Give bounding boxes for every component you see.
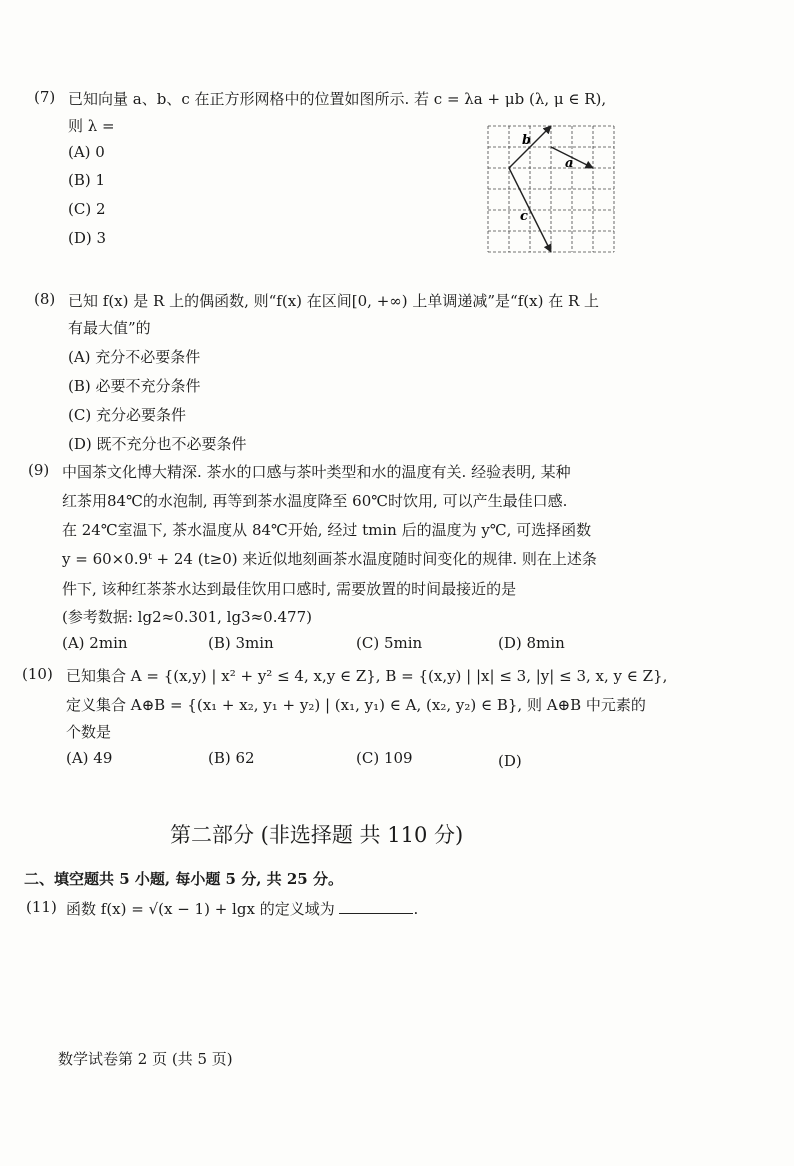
part2-title: 第二部分 (非选择题 共 110 分) bbox=[170, 823, 464, 847]
q7-option-b: (B) 1 bbox=[68, 171, 106, 189]
vector-grid-figure bbox=[486, 124, 622, 264]
q9-line-2: 红茶用84℃的水泡制, 再等到茶水温度降至 60℃时饮用, 可以产生最佳口感. bbox=[62, 492, 568, 510]
q10-option-a: (A) 49 bbox=[66, 749, 113, 767]
q10-line-3: 个数是 bbox=[66, 723, 112, 741]
q9-number: (9) bbox=[28, 461, 50, 479]
q11-period: . bbox=[413, 900, 419, 918]
vector-grid-svg bbox=[486, 124, 622, 260]
q10-line-2: 定义集合 A⊕B = {(x₁ + x₂, y₁ + y₂) | (x₁, y₁) ∈ A, (x₂, y₂) ∈ B}, 则 A⊕B 中元素的 bbox=[66, 696, 646, 714]
q9-line-1: 中国茶文化博大精深. 茶水的口感与茶叶类型和水的温度有关. 经验表明, 某种 bbox=[62, 463, 571, 481]
q8-option-c: (C) 充分必要条件 bbox=[68, 406, 186, 424]
q7-option-d: (D) 3 bbox=[68, 229, 107, 247]
q10-option-d: (D) bbox=[498, 752, 522, 770]
grid-lines bbox=[488, 126, 614, 252]
q10-option-b: (B) 62 bbox=[208, 749, 255, 767]
q8-option-d: (D) 既不充分也不必要条件 bbox=[68, 435, 247, 453]
q9-line-3: 在 24℃室温下, 茶水温度从 84℃开始, 经过 tmin 后的温度为 y℃, 可选择函数 bbox=[62, 521, 592, 539]
vector-a-label: a bbox=[565, 156, 574, 171]
q7-option-a: (A) 0 bbox=[68, 143, 105, 161]
q11-number: (11) bbox=[26, 898, 57, 916]
q8-number: (8) bbox=[34, 290, 56, 308]
q10-number: (10) bbox=[22, 665, 53, 683]
q9-line-4: y = 60×0.9ᵗ + 24 (t≥0) 来近似地刻画茶水温度随时间变化的规律. 则在上述条 bbox=[62, 550, 597, 568]
q10-line-1: 已知集合 A = {(x,y) | x² + y² ≤ 4, x,y ∈ Z}, B = {(x,y) | |x| ≤ 3, |y| ≤ 3, x, y ∈ Z}, bbox=[66, 667, 668, 685]
q11-stem-line bbox=[66, 898, 418, 919]
q8-option-a: (A) 充分不必要条件 bbox=[68, 348, 201, 366]
q9-line-5: 件下, 该种红茶茶水达到最佳饮用口感时, 需要放置的时间最接近的是 bbox=[62, 580, 517, 598]
q7-number: (7) bbox=[34, 88, 56, 106]
q8-stem-line2: 有最大值”的 bbox=[68, 319, 151, 337]
q9-option-d: (D) 8min bbox=[498, 634, 565, 652]
q8-stem: 已知 f(x) 是 R 上的偶函数, 则“f(x) 在区间[0, +∞) 上单调递减”是“f(x) 在 R 上 bbox=[68, 292, 600, 310]
q9-option-a: (A) 2min bbox=[62, 634, 128, 652]
q9-option-b: (B) 3min bbox=[208, 634, 274, 652]
fill-blank-heading: 二、填空题共 5 小题, 每小题 5 分, 共 25 分。 bbox=[24, 870, 343, 888]
q9-line-6: (参考数据: lg2≈0.301, lg3≈0.477) bbox=[62, 608, 312, 626]
vector-b-label: b bbox=[522, 133, 532, 148]
q11-stem: 函数 f(x) = √(x − 1) + lgx 的定义域为 bbox=[66, 900, 335, 918]
vector-c-label: c bbox=[520, 209, 528, 224]
q9-option-c: (C) 5min bbox=[356, 634, 423, 652]
page-footer: 数学试卷第 2 页 (共 5 页) bbox=[58, 1050, 233, 1068]
q7-stem: 已知向量 a、b、c 在正方形网格中的位置如图所示. 若 c = λa + μb (λ, μ ∈ R), bbox=[68, 90, 607, 108]
q8-option-b: (B) 必要不充分条件 bbox=[68, 377, 201, 395]
q11-answer-blank bbox=[339, 899, 413, 914]
q7-stem-line2: 则 λ = bbox=[68, 117, 115, 135]
q7-option-c: (C) 2 bbox=[68, 200, 106, 218]
q10-option-c: (C) 109 bbox=[356, 749, 413, 767]
